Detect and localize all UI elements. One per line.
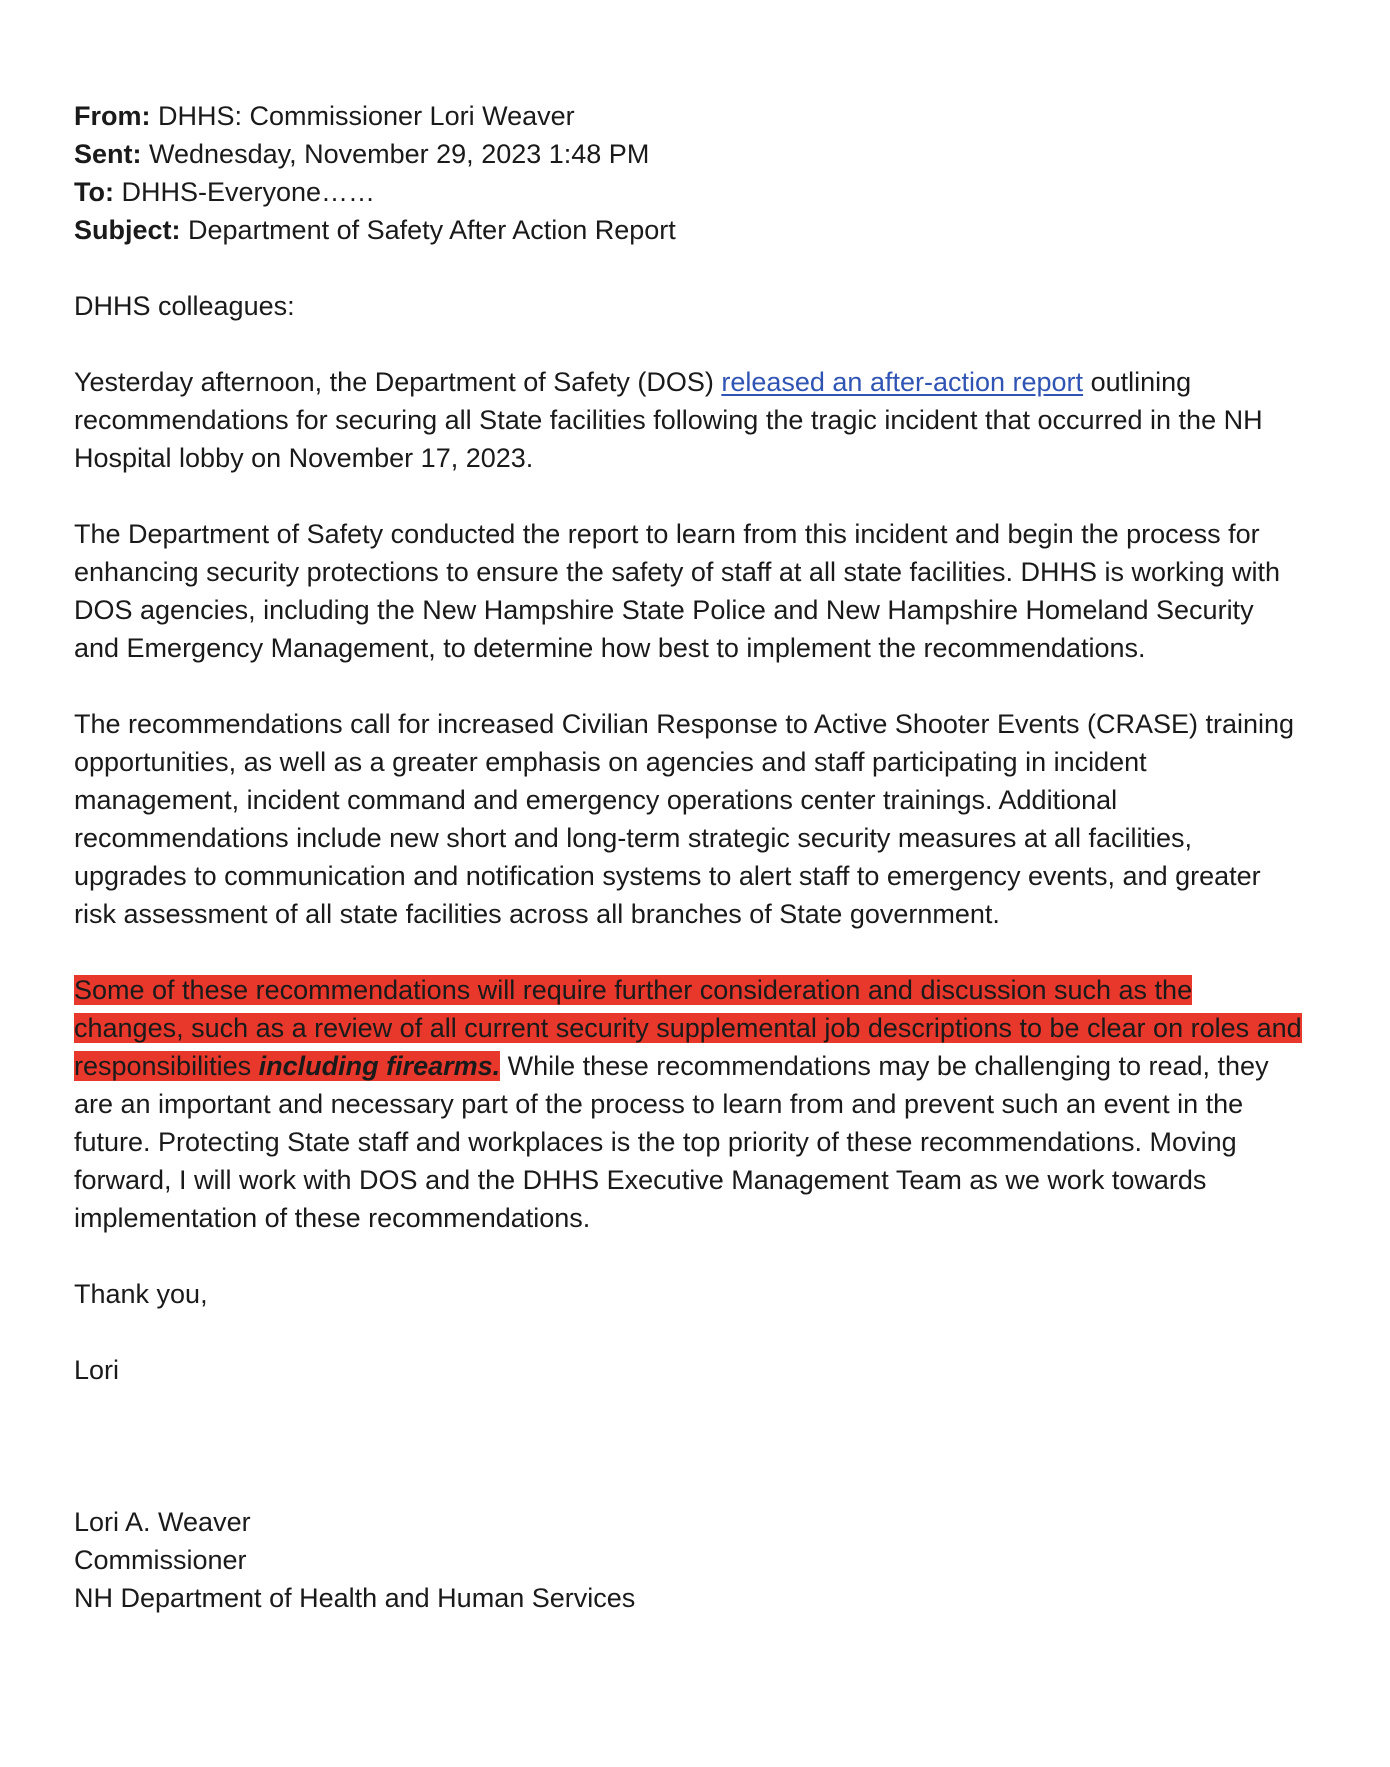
to-label: To: (74, 177, 114, 207)
highlighted-text-main: Some of these recommendations will require further consideration and discussion such as the changes, such as a review of all current security supplemental job descriptions to be clear on roles and responsibilities (74, 975, 1302, 1081)
to-line (74, 173, 1304, 211)
from-label: From: (74, 101, 151, 131)
subject-value: Department of Safety After Action Report (188, 215, 676, 245)
email-document (74, 97, 1304, 1617)
signature-org: NH Department of Health and Human Services (74, 1583, 636, 1613)
subject-line (74, 211, 1304, 249)
paragraph-3: The recommendations call for increased Civilian Response to Active Shooter Events (CRASE) training opportunities, as well as a greater emphasis on agencies and staff participating in incident management, incident command and emergency operations center trainings. Additional recommendations include new short and long-term strategic security measures at all facilities, upgrades to communication and notification systems to alert staff to emergency events, and greater risk assessment of all state facilities across all branches of State government. (74, 709, 1295, 929)
sent-line (74, 135, 1304, 173)
from-value: DHHS: Commissioner Lori Weaver (158, 101, 575, 131)
paragraph-4 (74, 971, 1304, 1237)
paragraph-1-start: Yesterday afternoon, the Department of Safety (DOS) (74, 367, 722, 397)
sent-label: Sent: (74, 139, 142, 169)
highlighted-emphasis: including firearms. (258, 1051, 501, 1081)
signature-title: Commissioner (74, 1545, 247, 1575)
signature-name: Lori A. Weaver (74, 1507, 251, 1537)
sign-name: Lori (74, 1355, 120, 1385)
email-header (74, 97, 1304, 249)
sent-value: Wednesday, November 29, 2023 1:48 PM (149, 139, 650, 169)
paragraph-1 (74, 363, 1304, 477)
paragraph-4-rest: While these recommendations may be challenging to read, they are an important and necessary part of the process to learn from and prevent such an event in the future. Protecting State staff and workplaces is the top priority of these recommendations. Moving forward, I will work with DOS and the DHHS Executive Management Team as we work towards implementation of these recommendations. (74, 1051, 1269, 1233)
signature-block (74, 1503, 1304, 1617)
paragraph-1-end: outlining recommendations for securing all State facilities following the tragic incident that occurred in the NH Hospital lobby on November 17, 2023. (74, 367, 1263, 473)
from-line (74, 97, 1304, 135)
closing: Thank you, (74, 1279, 208, 1309)
subject-label: Subject: (74, 215, 181, 245)
signature-spacer (74, 1389, 1304, 1465)
paragraph-2: The Department of Safety conducted the report to learn from this incident and begin the process for enhancing security protections to ensure the safety of staff at all state facilities. DHHS is working with DOS agencies, including the New Hampshire State Police and New Hampshire Homeland Security and Emergency Management, to determine how best to implement the recommendations. (74, 519, 1281, 663)
to-value: DHHS-Everyone…… (121, 177, 376, 207)
greeting: DHHS colleagues: (74, 291, 295, 321)
after-action-report-link[interactable]: released an after-action report (721, 367, 1084, 397)
